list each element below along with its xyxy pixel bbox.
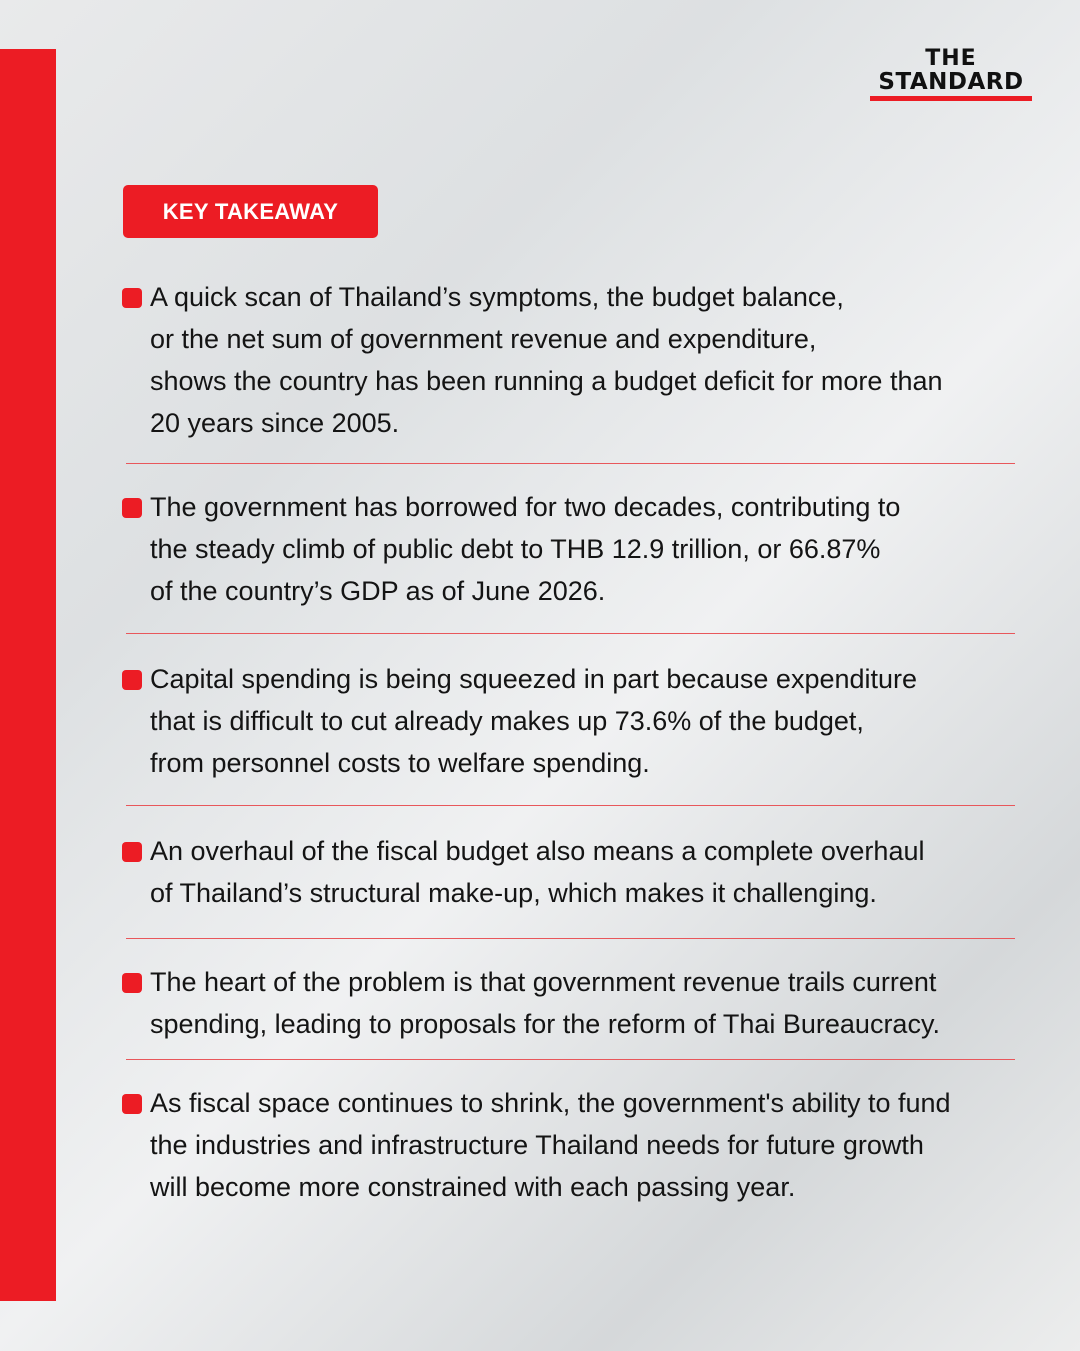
bullet-square-icon: [122, 842, 142, 862]
takeaway-item: [150, 961, 1018, 1045]
badge-label: KEY TAKEAWAY: [162, 198, 339, 224]
divider: [126, 938, 1015, 939]
takeaway-text: Capital spending is being squeezed in part because expenditure that is difficult to cut already makes up 73.6% of the budget, from personnel costs to welfare spending.: [150, 664, 918, 778]
takeaway-item: [150, 276, 1018, 444]
key-takeaway-badge: [123, 185, 378, 238]
takeaway-item: [150, 830, 1018, 914]
logo-underline: [870, 96, 1032, 101]
logo-line-standard: STANDARD: [878, 69, 1024, 95]
takeaway-item: [150, 658, 1018, 784]
divider: [126, 1059, 1015, 1060]
takeaway-item: [150, 486, 1018, 612]
divider: [126, 805, 1015, 806]
left-accent-bar: [0, 49, 56, 1301]
divider: [126, 633, 1015, 634]
bullet-square-icon: [122, 973, 142, 993]
takeaway-text: A quick scan of Thailand’s symptoms, the budget balance, or the net sum of government revenue and expenditure, shows the country has been running a budget deficit for more than 20 years since 2005.: [150, 282, 943, 438]
takeaway-text: The heart of the problem is that government revenue trails current spending, leading to proposals for the reform of Thai Bureaucracy.: [150, 967, 940, 1039]
bullet-square-icon: [122, 288, 142, 308]
takeaway-text: As fiscal space continues to shrink, the government's ability to fund the industries and infrastructure Thailand needs for future growth will become more constrained with each passing year.: [150, 1088, 951, 1202]
takeaway-text: An overhaul of the fiscal budget also means a complete overhaul of Thailand’s structural make-up, which makes it challenging.: [150, 836, 925, 908]
bullet-square-icon: [122, 670, 142, 690]
takeaway-text: The government has borrowed for two decades, contributing to the steady climb of public debt to THB 12.9 trillion, or 66.87% of the country’s GDP as of June 2026.: [150, 492, 901, 606]
bullet-square-icon: [122, 1094, 142, 1114]
brand-logo: [870, 48, 1032, 101]
bullet-square-icon: [122, 498, 142, 518]
divider: [126, 463, 1015, 464]
takeaway-item: [150, 1082, 1018, 1208]
logo-line-the: THE: [925, 46, 977, 71]
